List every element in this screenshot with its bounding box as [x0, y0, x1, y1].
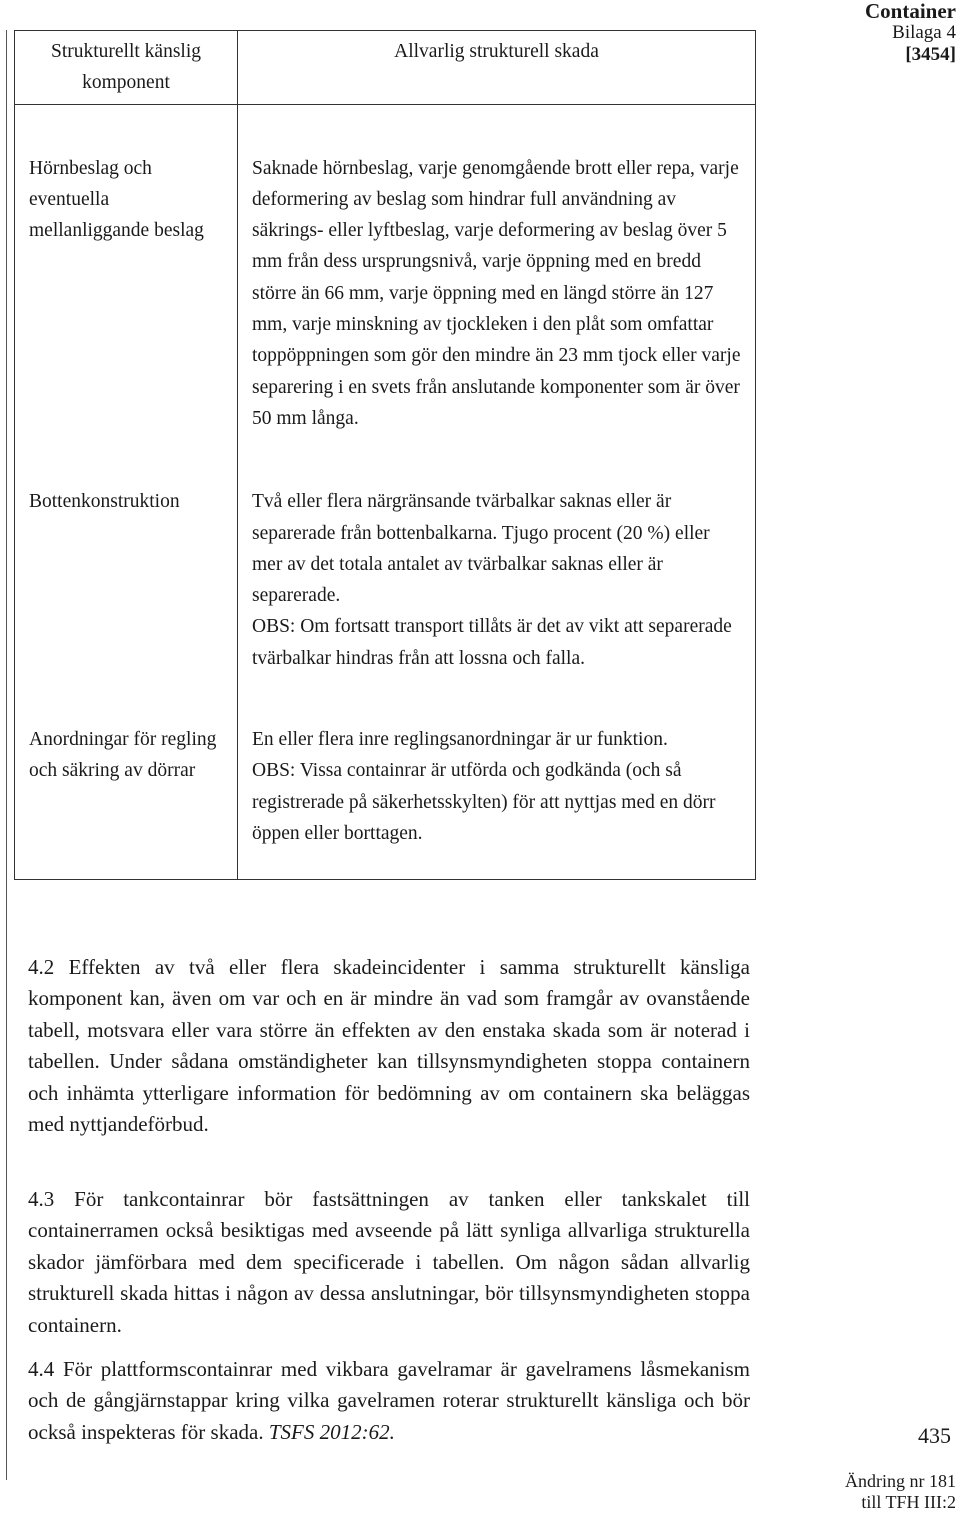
footer-reference: till TFH III:2	[861, 1492, 956, 1512]
table-note: OBS: Om fortsatt transport tillåts är det av vikt att separerade tvärbalkar hindras från att lossna och falla.	[252, 616, 732, 669]
footer-amendment: Ändring nr 181	[845, 1471, 956, 1491]
header-title: Container	[865, 0, 956, 23]
table-row	[15, 696, 756, 880]
table-cell-damage: Saknade hörnbeslag, varje genomgående brott eller repa, varje deformering av beslag som hindrar full användning av säkrings- eller lyftbeslag, varje deformering av beslag över 5 mm från dess ursprungsnivå, varje öppning med en bredd större än 66 mm, varje öppning med en längd större än 127 mm, varje minskning av tjockleken i den plåt som omfattar toppöppningen som gör den mindre än 23 mm tjock eller varje separering i en svets från anslutande komponenter som är över 50 mm långa.	[238, 104, 756, 456]
page-header	[865, 0, 956, 66]
paragraph-4-4-reference: TSFS 2012:62.	[268, 1419, 395, 1444]
page-number: 435	[918, 1423, 951, 1448]
damage-table	[14, 30, 756, 880]
margin-line	[6, 30, 7, 1480]
table-cell-component: Hörnbeslag och eventuella mellanliggande beslag	[15, 104, 238, 456]
table-header-row	[15, 31, 756, 105]
paragraph-4-4	[28, 1354, 750, 1448]
table-cell-component: Anordningar för regling och säkring av dörrar	[15, 696, 238, 880]
table-cell-component: Bottenkonstruktion	[15, 456, 238, 696]
table-cell-damage: En eller flera inre reglingsanordningar är ur funktion. OBS: Vissa containrar är utförda och godkända (och så registrerade på säkerhetsskylten) för att nyttjas med en dörr öppen eller borttagen.	[238, 696, 756, 880]
paragraph-4-4-text: 4.4 För plattformscontainrar med vikbara gavelramar är gavelramens låsmekanism och de gångjärnstappar kring vilka gavelramen roterar strukturellt känsliga och bör också inspekteras för skada.	[28, 1357, 750, 1444]
page-footer	[845, 1471, 956, 1513]
table-cell-damage: Två eller flera närgränsande tvärbalkar saknas eller är separerade från bottenbalkarna. Tjugo procent (20 %) eller mer av det totala antalet av tvärbalkar saknas eller är separerade. OBS: Om fortsatt transport tillåts är det av vikt att separerade tvärbalkar hindras från att lossna och falla.	[238, 456, 756, 696]
header-ref: [3454]	[905, 44, 956, 65]
table-note: OBS: Vissa containrar är utförda och godkända (och så registrerade på säkerhetsskylten) för att nyttjas med en dörr öppen eller borttagen.	[252, 760, 716, 844]
paragraph-4-2: 4.2 Effekten av två eller flera skadeincidenter i samma strukturellt känsliga komponent kan, även om var och en är mindre än vad som framgår av ovanstående tabell, motsvara eller vara större än effekten av den enstaka skada som är noterad i tabellen. Under sådana omständigheter kan tillsynsmyndigheten stoppa containern och inhämta ytterligare information för bedömning av om containern ska beläggas med nyttjandeförbud.	[28, 955, 750, 1137]
table-header-damage: Allvarlig strukturell skada	[238, 31, 756, 105]
table-header-component: Strukturellt känslig komponent	[15, 31, 238, 105]
paragraph-4-3: 4.3 För tankcontainrar bör fastsättningen av tanken eller tankskalet till containerramen också besiktigas med avseende på lätt synliga allvarliga strukturella skador jämförbara med dem specificerade i tabellen. Om någon sådan allvarlig strukturell skada hittas i någon av dessa anslutningar, bör tillsynsmyndigheten stoppa containern.	[28, 1187, 750, 1337]
table-row	[15, 104, 756, 456]
header-annex: Bilaga 4	[892, 22, 956, 43]
table-row	[15, 456, 756, 696]
